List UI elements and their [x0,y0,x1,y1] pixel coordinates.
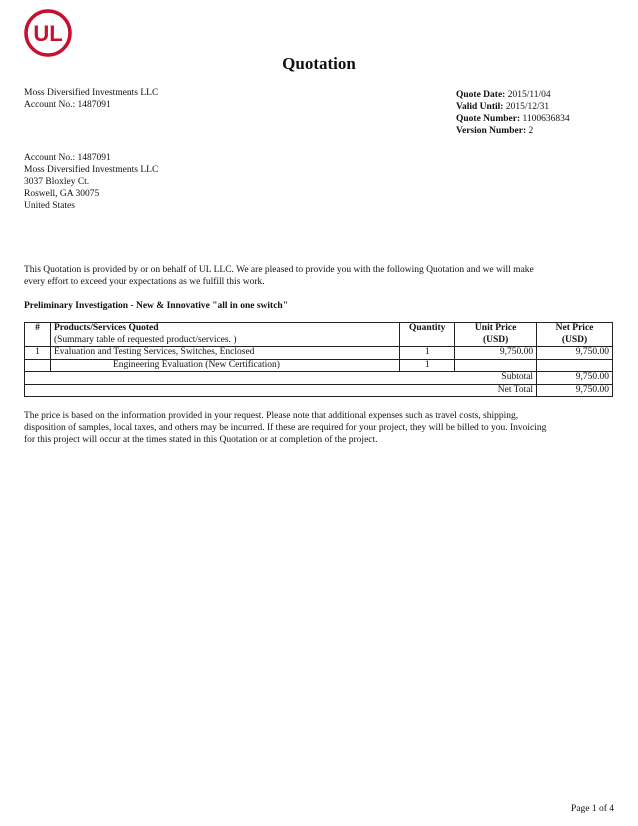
intro-line: every effort to exceed your expectations as we fulfill this work. [24,277,265,287]
address-line: Account No.: 1487091 [24,153,111,163]
row-description: Evaluation and Testing Services, Switches, Enclosed [50,347,399,360]
quote-info [456,89,570,137]
subtotal-value: 9,750.00 [537,372,613,385]
row-net-price [537,359,613,372]
quote-number: 1100636834 [522,114,570,124]
row-number: 1 [25,347,51,360]
version-number: 2 [528,126,534,136]
pricing-note [24,410,614,446]
net-total-value: 9,750.00 [537,384,613,397]
customer-name: Moss Diversified Investments LLC [24,88,159,98]
row-quantity: 1 [400,347,455,360]
note-line: for this project will occur at the times stated in this Quotation or at completion of the project. [24,435,378,445]
row-unit-price: 9,750.00 [455,347,537,360]
net-total-row [25,384,613,397]
row-quantity: 1 [400,359,455,372]
ul-logo [23,8,73,58]
row-unit-price [455,359,537,372]
row-number [25,359,51,372]
header-number: # [25,323,51,347]
customer-header [24,87,158,111]
table-row [25,347,613,360]
project-title: Preliminary Investigation - New & Innovative "all in one switch" [24,301,288,311]
page-title: Quotation [282,54,356,73]
quote-date: 2015/11/04 [507,90,551,100]
quote-table [24,322,613,397]
row-net-price: 9,750.00 [537,347,613,360]
row-description: Engineering Evaluation (New Certification) [50,359,399,372]
header-unit-price [455,323,537,347]
header-net-price [537,323,613,347]
header-products-title: Products/Services Quoted [53,323,159,333]
logo-text: UL [33,21,63,46]
header-products [50,323,399,347]
quote-date-label: Quote Date: [456,90,506,100]
table-header-row [25,323,613,347]
note-line: disposition of samples, local taxes, and others may be incurred. If these are required for your project, they will be billed to you. Invoicing [24,423,547,433]
address-line: Roswell, GA 30075 [24,189,100,199]
billing-address [24,152,158,212]
quote-number-label: Quote Number: [456,114,521,124]
intro-line: This Quotation is provided by or on behalf of UL LLC. We are pleased to provide you with the following Quotation and we will make [24,265,534,275]
version-number-label: Version Number: [456,126,527,136]
table-row [25,359,613,372]
subtotal-label: Subtotal [25,372,537,385]
header-unit-price-currency: (USD) [482,334,509,345]
header-quantity: Quantity [400,323,455,347]
header-unit-price-title: Unit Price [474,323,517,333]
note-line: The price is based on the information provided in your request. Please note that additional expenses such as travel costs, shipping, [24,411,519,421]
header-net-price-title: Net Price [555,323,594,333]
net-total-label: Net Total [25,384,537,397]
address-line: United States [24,201,75,211]
intro-paragraph [24,264,614,288]
address-line: Moss Diversified Investments LLC [24,165,159,175]
page-number: Page 1 of 4 [570,804,614,814]
header-net-price-currency: (USD) [561,334,588,345]
address-line: 3037 Bloxley Ct. [24,177,90,187]
valid-until: 2015/12/31 [505,102,550,112]
valid-until-label: Valid Until: [456,102,504,112]
header-products-subtitle: (Summary table of requested product/services. ) [53,334,237,345]
subtotal-row [25,372,613,385]
customer-account: Account No.: 1487091 [24,100,111,110]
